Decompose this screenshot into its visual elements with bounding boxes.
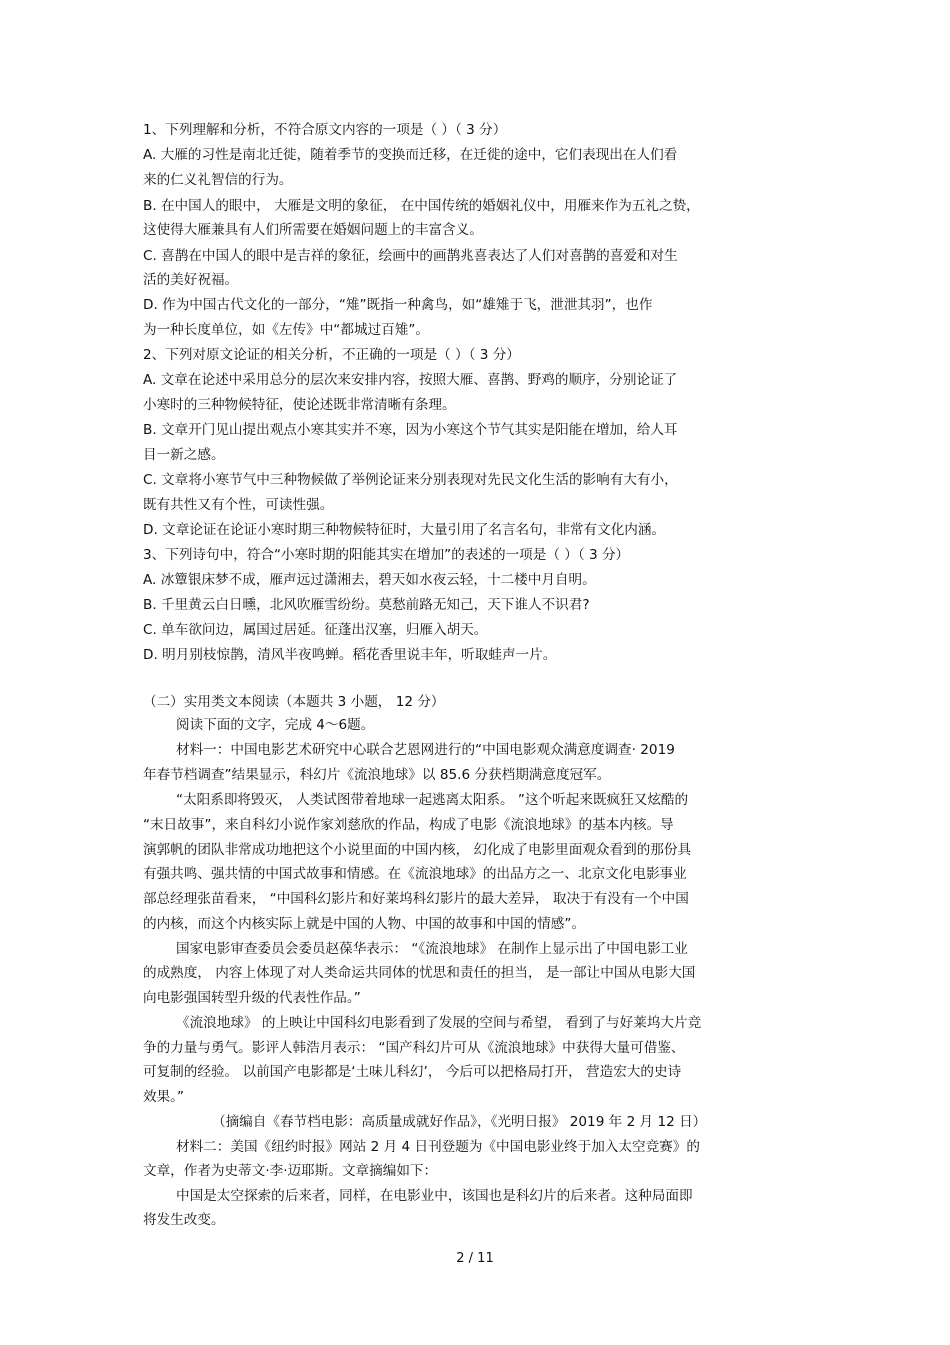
material1-source: （摘编自《春节档电影：高质量成就好作品》，《光明日报》 2019 年 2 月 12 日）	[212, 1114, 707, 1130]
material1-line7: 部总经理张苗看来， “中国科幻影片和好莱坞科幻影片的最大差异， 取决于有没有一个中国	[143, 891, 689, 907]
material1-line3: “太阳系即将毁灭， 人类试图带着地球一起逃离太阳系。 ”这个听起来既疯狂又炫酷的	[176, 792, 689, 808]
q1-option-a-line1: A. 大雁的习性是南北迁徙，随着季节的变换而迁移，在迁徙的途中，它们表现出在人们看	[143, 147, 678, 163]
material2-line3: 中国是太空探索的后来者，同样，在电影业中，该国也是科幻片的后来者。这种局面即	[176, 1188, 693, 1204]
q2-option-d-line1: D. 文章论证在论证小寒时期三种物候特征时，大量引用了名言名句，非常有文化内涵。	[143, 522, 666, 538]
q2-option-a-line2: 小寒时的三种物候特征，使论述既非常清晰有条理。	[143, 397, 456, 413]
material1-line2: 年春节档调查”结果显示，科幻片《流浪地球》以 85.6 分获档期满意度冠军。	[143, 767, 611, 783]
material1-line12: 《流浪地球》 的上映让中国科幻电影看到了发展的空间与希望， 看到了与好莱坞大片竞	[176, 1015, 702, 1031]
q1-option-a-line2: 来的仁义礼智信的行为。	[143, 172, 293, 188]
material1-line11: 向电影强国转型升级的代表性作品。”	[143, 990, 361, 1006]
material1-line1: 材料一：中国电影艺术研究中心联合艺恩网进行的“中国电影观众满意度调查· 2019	[176, 742, 675, 758]
material1-line5: 演郭帆的团队非常成功地把这个小说里面的中国内核， 幻化成了电影里面观众看到的那份具	[143, 842, 692, 858]
section-heading: （二）实用类文本阅读（本题共 3 小题， 12 分）	[143, 694, 445, 710]
q1-option-d-line2: 为一种长度单位，如《左传》中“都城过百雉”。	[143, 322, 429, 338]
material1-line15: 效果。”	[143, 1089, 185, 1105]
q1-option-d-line1: D. 作为中国古代文化的一部分，“雉”既指一种禽鸟，如“雄雉于飞，泄泄其羽”，也作	[143, 297, 653, 313]
q3-option-d: D. 明月别枝惊鹊，清风半夜鸣蝉。稻花香里说丰年，听取蛙声一片。	[143, 647, 557, 663]
material1-line8: 的内核，而这个内核实际上就是中国的人物、中国的故事和中国的情感”。	[143, 916, 586, 932]
q2-option-b-line1: B. 文章开门见山提出观点小寒其实并不寒，因为小寒这个节气其实是阳能在增加，给人耳	[143, 422, 678, 438]
q2-option-a-line1: A. 文章在论述中采用总分的层次来安排内容，按照大雁、喜鹊、野鸡的顺序，分别论证了	[143, 372, 678, 388]
material1-line9: 国家电影审查委员会委员赵葆华表示： “《流浪地球》 在制作上显示出了中国电影工业	[176, 941, 688, 957]
q2-option-c-line2: 既有共性又有个性，可读性强。	[143, 497, 334, 513]
material1-line13: 争的力量与勇气。影评人韩浩月表示： “国产科幻片可从《流浪地球》中获得大量可借鉴、	[143, 1040, 685, 1056]
q1-option-b-line2: 这使得大雁兼具有人们所需要在婚姻问题上的丰富含义。	[143, 222, 483, 238]
q2-option-c-line1: C. 文章将小寒节气中三种物候做了举例论证来分别表现对先民文化生活的影响有大有小，	[143, 472, 678, 488]
material1-line6: 有强共鸣、强共情的中国式故事和情感。在《流浪地球》的出品方之一、北京文化电影事业	[143, 866, 687, 882]
q1-option-b-line1: B. 在中国人的眼中， 大雁是文明的象征， 在中国传统的婚姻礼仪中，用雁来作为五礼之贽，	[143, 198, 700, 214]
material1-line4: “末日故事”，来自科幻小说作家刘慈欣的作品，构成了电影《流浪地球》的基本内核。导	[143, 817, 674, 833]
page-number: 2 / 11	[456, 1251, 494, 1266]
q3-option-a: A. 冰簟银床梦不成，雁声远过潇湘去，碧天如水夜云轻，十二楼中月自明。	[143, 572, 596, 588]
material1-line10: 的成熟度， 内容上体现了对人类命运共同体的忧思和责任的担当， 是一部让中国从电影大国	[143, 965, 696, 981]
q3-option-c: C. 单车欲问边，属国过居延。征蓬出汉塞，归雁入胡天。	[143, 622, 488, 638]
section-instruction: 阅读下面的文字，完成 4～6题。	[176, 717, 375, 733]
material2-line1: 材料二：美国《纽约时报》网站 2 月 4 日刊登题为《中国电影业终于加入太空竞赛》的	[176, 1139, 700, 1155]
material1-line14: 可复制的经验。 以前国产电影都是‘土味儿科幻’， 今后可以把格局打开， 营造宏大的史诗	[143, 1064, 682, 1080]
material2-line4: 将发生改变。	[143, 1212, 225, 1228]
q3-option-b: B. 千里黄云白日曛，北风吹雁雪纷纷。莫愁前路无知己，天下谁人不识君?	[143, 597, 590, 613]
question-1-stem: 1、下列理解和分析，不符合原文内容的一项是（ ）（ 3 分）	[143, 122, 507, 138]
question-3-stem: 3、下列诗句中，符合“小寒时期的阳能其实在增加”的表述的一项是（ ）（ 3 分）	[143, 547, 630, 563]
q2-option-b-line2: 目一新之感。	[143, 447, 225, 463]
q1-option-c-line2: 活的美好祝福。	[143, 272, 239, 288]
q1-option-c-line1: C. 喜鹊在中国人的眼中是吉祥的象征，绘画中的画鹊兆喜表达了人们对喜鹊的喜爱和对生	[143, 248, 678, 264]
material2-line2: 文章，作者为史蒂文·李·迈耶斯。文章摘编如下：	[143, 1163, 438, 1179]
question-2-stem: 2、下列对原文论证的相关分析，不正确的一项是（ ）（ 3 分）	[143, 347, 520, 363]
